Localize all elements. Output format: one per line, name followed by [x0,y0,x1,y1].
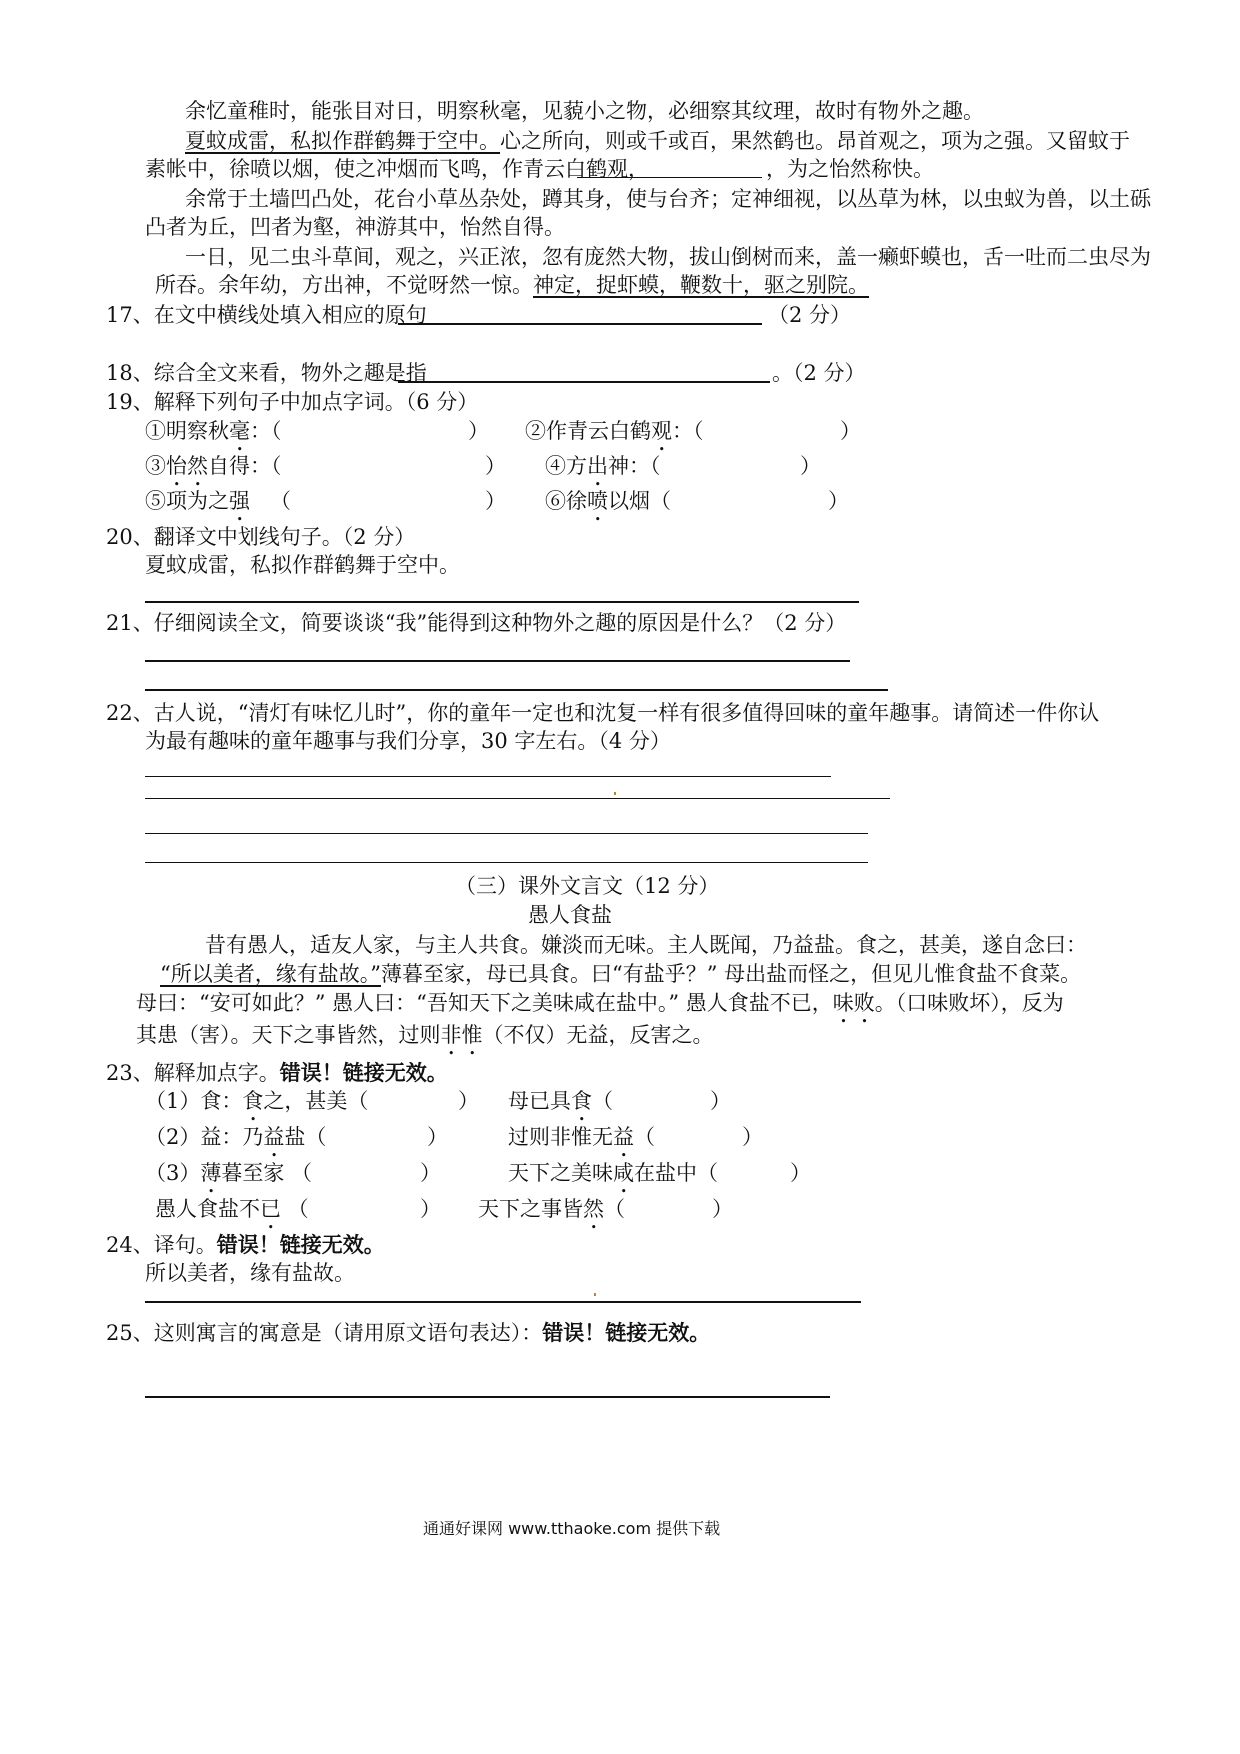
q23-row2a: （2）益：乃益盐（ [145,1125,327,1149]
passage1-line2-rest: 心之所向，则或千或百，果然鹤也。昂首观之，项为之强。又留蚊于 [500,129,1130,153]
q23-row2b-close: ） [742,1125,763,1149]
answer-line-24[interactable] [145,1301,861,1303]
underlined-sentence-3: “所以美者，缘有盐故。” [160,962,381,986]
question-21: 21、仔细阅读全文，简要谈谈“我”能得到这种物外之趣的原因是什么？（2 分） [106,611,847,635]
q23-row4b: 天下之事皆然（ [478,1197,625,1221]
q23-row3b: 天下之美味咸在盐中（ [508,1161,718,1185]
q19-item-2: ②作青云白鹤观：（ [525,419,704,443]
passage1-line6: 一日，见二虫斗草间，观之，兴正浓，忽有庞然大物，拔山倒树而来，盖一癞虾蟆也，舌一吐而二虫尽为 [185,245,1151,269]
q19-item-6: ⑥徐喷以烟 [545,489,650,513]
question-24 [106,1232,385,1258]
passage1-line7 [155,272,869,298]
question-19: 19、解释下列句子中加点字词。（6 分） [106,390,479,414]
question-23-text: 23、解释加点字。 [106,1061,280,1085]
passage1-line2 [185,128,1130,154]
q23-row4a-close: ） [420,1197,441,1221]
link-error-24: 错误！链接无效。 [216,1233,385,1257]
q23-row2a-close: ） [427,1125,448,1149]
question-17-score: （2 分） [768,303,852,327]
answer-line-17[interactable] [398,323,762,325]
print-speck-2 [594,1293,596,1296]
print-speck [614,792,616,795]
q19-item-6-open: （ [650,489,671,513]
question-22-line1: 22、古人说，“清灯有味忆儿时”，你的童年一定也和沈复一样有很多值得回味的童年趣事。请简述一件你认 [106,701,1100,725]
q23-row4a: 愚人食盐不已 （ [155,1197,309,1221]
passage1-line4: 余常于土墙凹凸处，花台小草丛杂处，蹲其身，使与台齐；定神细视，以丛草为林，以虫蚁为兽，以土砾 [185,187,1151,211]
underlined-sentence-2: 神定，捉虾蟆，鞭数十，驱之别院。 [533,273,869,297]
section-3-title: 愚人食盐 [528,903,612,927]
q19-item-5-close: ） [485,489,506,513]
q19-item-3-close: ） [485,454,506,478]
question-22-line2: 为最有趣味的童年趣事与我们分享，30 字左右。（4 分） [145,729,671,753]
q23-row1a-close: ） [458,1089,479,1113]
q23-row4b-close: ） [712,1197,733,1221]
passage2-line3: 母曰：“安可如此？” 愚人曰：“吾知天下之美味咸在盐中。” 愚人食盐不已，味败。（口味败坏），反为 [136,991,1064,1015]
passage1-line5: 凸者为丘，凹者为壑，神游其中，怡然自得。 [145,215,565,239]
passage1-line7-start: 所吞。余年幼，方出神，不觉呀然一惊。 [155,273,533,297]
passage1-line3b: ，为之怡然称快。 [766,157,934,181]
underlined-sentence-1: 夏蚊成雷，私拟作群鹤舞于空中。 [185,129,500,153]
q23-row3a: （3）薄暮至家 （ [145,1161,313,1185]
question-24-sentence: 所以美者，缘有盐故。 [145,1261,355,1285]
link-error-23: 错误！链接无效。 [279,1061,448,1085]
link-error-25: 错误！链接无效。 [542,1321,711,1345]
question-25-text: 25、这则寓言的寓意是（请用原文语句表达）： [106,1321,543,1345]
passage2-line4: 其患（害）。天下之事皆然，过则非惟（不仅）无益，反害之。 [136,1023,714,1047]
answer-line-25[interactable] [145,1396,830,1398]
question-17: 17、在文中横线处填入相应的原句 [106,303,427,327]
section-3-heading: （三）课外文言文（12 分） [455,874,720,898]
q19-item-2-close: ） [840,419,861,443]
q19-item-5: ⑤项为之强 [145,489,250,513]
q23-row3b-close: ） [790,1161,811,1185]
passage1-line1-end: 外之趣。 [900,99,984,123]
answer-line-22a[interactable] [145,776,831,777]
q23-row1a: （1）食：食之，甚美（ [145,1089,369,1113]
q19-item-6-close: ） [828,489,849,513]
answer-line-18[interactable] [398,381,770,383]
q23-row1b-close: ） [710,1089,731,1113]
q19-item-4: ④方出神：（ [545,454,661,478]
q23-row3a-close: ） [420,1161,441,1185]
answer-line-21a[interactable] [145,660,850,662]
passage1-line1: 余忆童稚时，能张目对日，明察秋毫，见藐小之物，必细察其纹理，故时有物 [185,99,899,123]
question-20-sentence: 夏蚊成雷，私拟作群鹤舞于空中。 [145,553,460,577]
q19-item-1: ①明察秋毫：（ [145,419,282,443]
answer-line-21b[interactable] [145,689,888,691]
passage2-line2 [160,961,1081,987]
question-18-score: 。（2 分） [772,361,866,385]
q23-row2b: 过则非惟无益（ [508,1125,655,1149]
passage2-line2-rest: 薄暮至家，母已具食。曰“有盐乎？” 母出盐而怪之，但见儿惟食盐不食菜。 [380,962,1082,986]
q19-item-3: ③怡然自得：（ [145,454,282,478]
blank-line-q17 [577,177,762,178]
q23-row1b: 母已具食（ [508,1089,613,1113]
passage1-line3a: 素帐中，徐喷以烟，使之冲烟而飞鸣，作青云白鹤观， [145,157,649,181]
question-18: 18、综合全文来看，物外之趣是指 [106,361,427,385]
answer-line-22d[interactable] [145,862,868,863]
question-23 [106,1060,448,1086]
answer-line-22c[interactable] [145,833,868,834]
passage2-line1: 昔有愚人，适友人家，与主人共食。嫌淡而无味。主人既闻，乃益盐。食之，甚美，遂自念曰： [205,933,1087,957]
q19-item-1-close: ） [468,419,489,443]
question-20: 20、翻译文中划线句子。（2 分） [106,525,416,549]
question-24-text: 24、译句。 [106,1233,217,1257]
answer-line-22b[interactable] [145,798,890,799]
q19-item-4-close: ） [800,454,821,478]
q19-item-5-open: （ [270,489,291,513]
question-25 [106,1320,710,1346]
page-footer: 通通好课网 www.tthaoke.com 提供下载 [423,1519,721,1538]
answer-line-20[interactable] [145,601,859,603]
